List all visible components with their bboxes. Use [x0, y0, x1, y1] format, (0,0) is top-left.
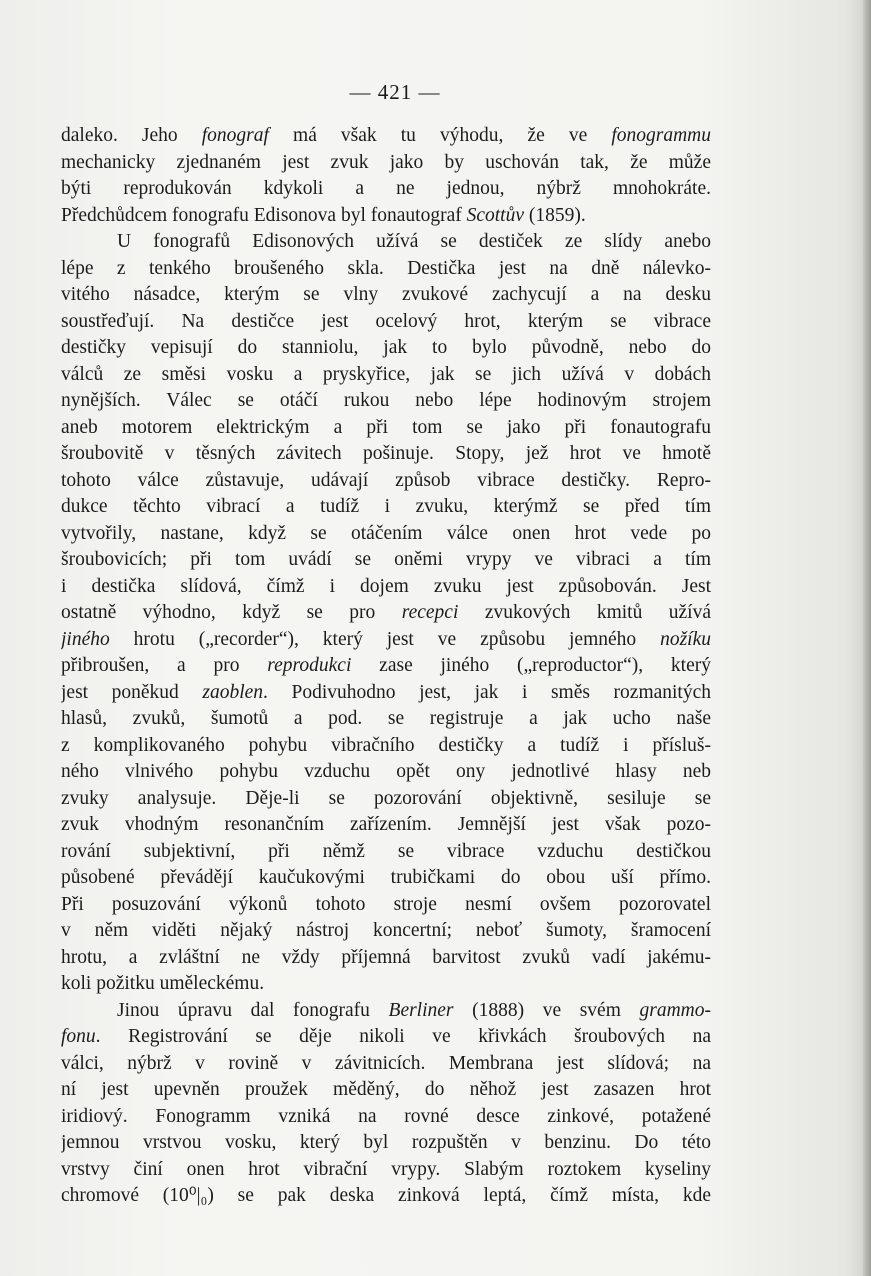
- text-line: nynějších. Válec se otáčí rukou nebo lépe hodinovým strojem: [61, 390, 711, 411]
- text-line: ného vlnivého pohybu vzduchu opět ony jednotlivé hlasy neb: [61, 761, 711, 782]
- text-line: jest poněkud zaoblen. Podivuhodno jest, jak i směs rozmanitých: [61, 681, 711, 703]
- text-line: býti reprodukován kdykoli a ne jednou, nýbrž mnohokráte.: [61, 178, 711, 199]
- text-line: vrstvy činí onen hrot vibrační vrypy. Slabým roztokem kyseliny: [61, 1158, 711, 1180]
- page-number: — 421 —: [349, 80, 441, 104]
- text-line: zvuk vhodným resonančním zařízením. Jemnější jest však pozo-: [61, 814, 711, 835]
- text-line: jiného hrotu („recorder“), který jest ve způsobu jemného nožíku: [61, 628, 711, 650]
- text-line: Jinou úpravu dal fonografu Berliner (1888) ve svém grammo-: [117, 999, 711, 1021]
- text-line: zvuky analysuje. Děje-li se pozorování objektivně, sesiluje se: [61, 787, 711, 809]
- text-line: v něm viděti nějaký nástroj koncertní; neboť šumoty, šramocení: [61, 920, 711, 941]
- text-line: koli požitku uměleckému.: [61, 973, 265, 994]
- text-line: Při posuzování výkonů tohoto stroje nesmí ovšem pozorovatel: [61, 893, 711, 915]
- text-line: dukce těchto vibrací a tudíž i zvuku, kterýmž se před tím: [61, 496, 711, 517]
- text-line: válci, nýbrž v rovině v závitnicích. Membrana jest slídová; na: [61, 1052, 711, 1074]
- text-line: šroubovicích; při tom uvádí se oněmi vrypy ve vibraci a tím: [61, 549, 711, 570]
- text-line: U fonografů Edisonových užívá se destiček ze slídy anebo: [117, 231, 711, 252]
- text-line: daleko. Jeho fonograf má však tu výhodu, že ve fonogrammu: [61, 125, 711, 146]
- page-edge-shadow: [863, 0, 871, 1276]
- body-text: [61, 123, 711, 1210]
- text-line: fonu. Registrování se děje nikoli ve křivkách šroubových na: [61, 1026, 711, 1047]
- text-line: lépe z tenkého broušeného skla. Destička jest na dně nálevko-: [61, 257, 711, 279]
- text-line: z komplikovaného pohybu vibračního destičky a tudíž i přísluš-: [61, 734, 711, 756]
- text-line: ostatně výhodno, když se pro recepci zvukových kmitů užívá: [61, 602, 711, 623]
- text-line: vitého násadce, kterým se vlny zvukové zachycují a na desku: [61, 284, 711, 305]
- text-line: jemnou vrstvou vosku, který byl rozpuštěn v benzinu. Do této: [61, 1132, 711, 1153]
- text-line: hlasů, zvuků, šumotů a pod. se registruje a jak ucho naše: [61, 708, 711, 729]
- text-line: rování subjektivní, při němž se vibrace vzduchu destičkou: [61, 840, 711, 862]
- text-line: destičky vepisují do stanniolu, jak to bylo původně, nebo do: [61, 337, 711, 358]
- text-line: přibroušen, a pro reprodukci zase jiného („reproductor“), který: [61, 655, 711, 676]
- text-line: hrotu, a zvláštní ne vždy příjemná barvitost zvuků vadí jakému-: [61, 946, 711, 968]
- text-line: iridiový. Fonogramm vzniká na rovné desce zinkové, potažené: [61, 1105, 711, 1127]
- text-line: válců ze směsi vosku a pryskyřice, jak se jich užívá v dobách: [61, 363, 711, 385]
- text-line: chromové (10⁰|₀) se pak deska zinková leptá, čímž místa, kde: [61, 1185, 711, 1206]
- text-line: i destička slídová, čímž i dojem zvuku jest způsobován. Jest: [61, 575, 711, 597]
- text-line: soustřeďují. Na destičce jest ocelový hrot, kterým se vibrace: [61, 310, 711, 332]
- text-line: šroubovitě v těsných závitech pošinuje. Stopy, jež hrot ve hmotě: [61, 443, 711, 464]
- text-line: mechanicky zjednaném jest zvuk jako by uschován tak, že může: [61, 151, 711, 173]
- text-line: Předchůdcem fonografu Edisonova byl fonautograf Scottův (1859).: [61, 204, 586, 226]
- text-line: vytvořily, nastane, když se otáčením válce onen hrot vede po: [61, 522, 711, 544]
- text-line: tohoto válce zůstavuje, udávají způsob vibrace destičky. Repro-: [61, 469, 711, 491]
- text-line: ní jest upevněn proužek měděný, do něhož jest zasazen hrot: [61, 1079, 711, 1100]
- text-line: aneb motorem elektrickým a při tom se jako při fonautografu: [61, 416, 711, 438]
- text-line: působené převádějí kaučukovými trubičkami do obou uší přímo.: [61, 867, 711, 888]
